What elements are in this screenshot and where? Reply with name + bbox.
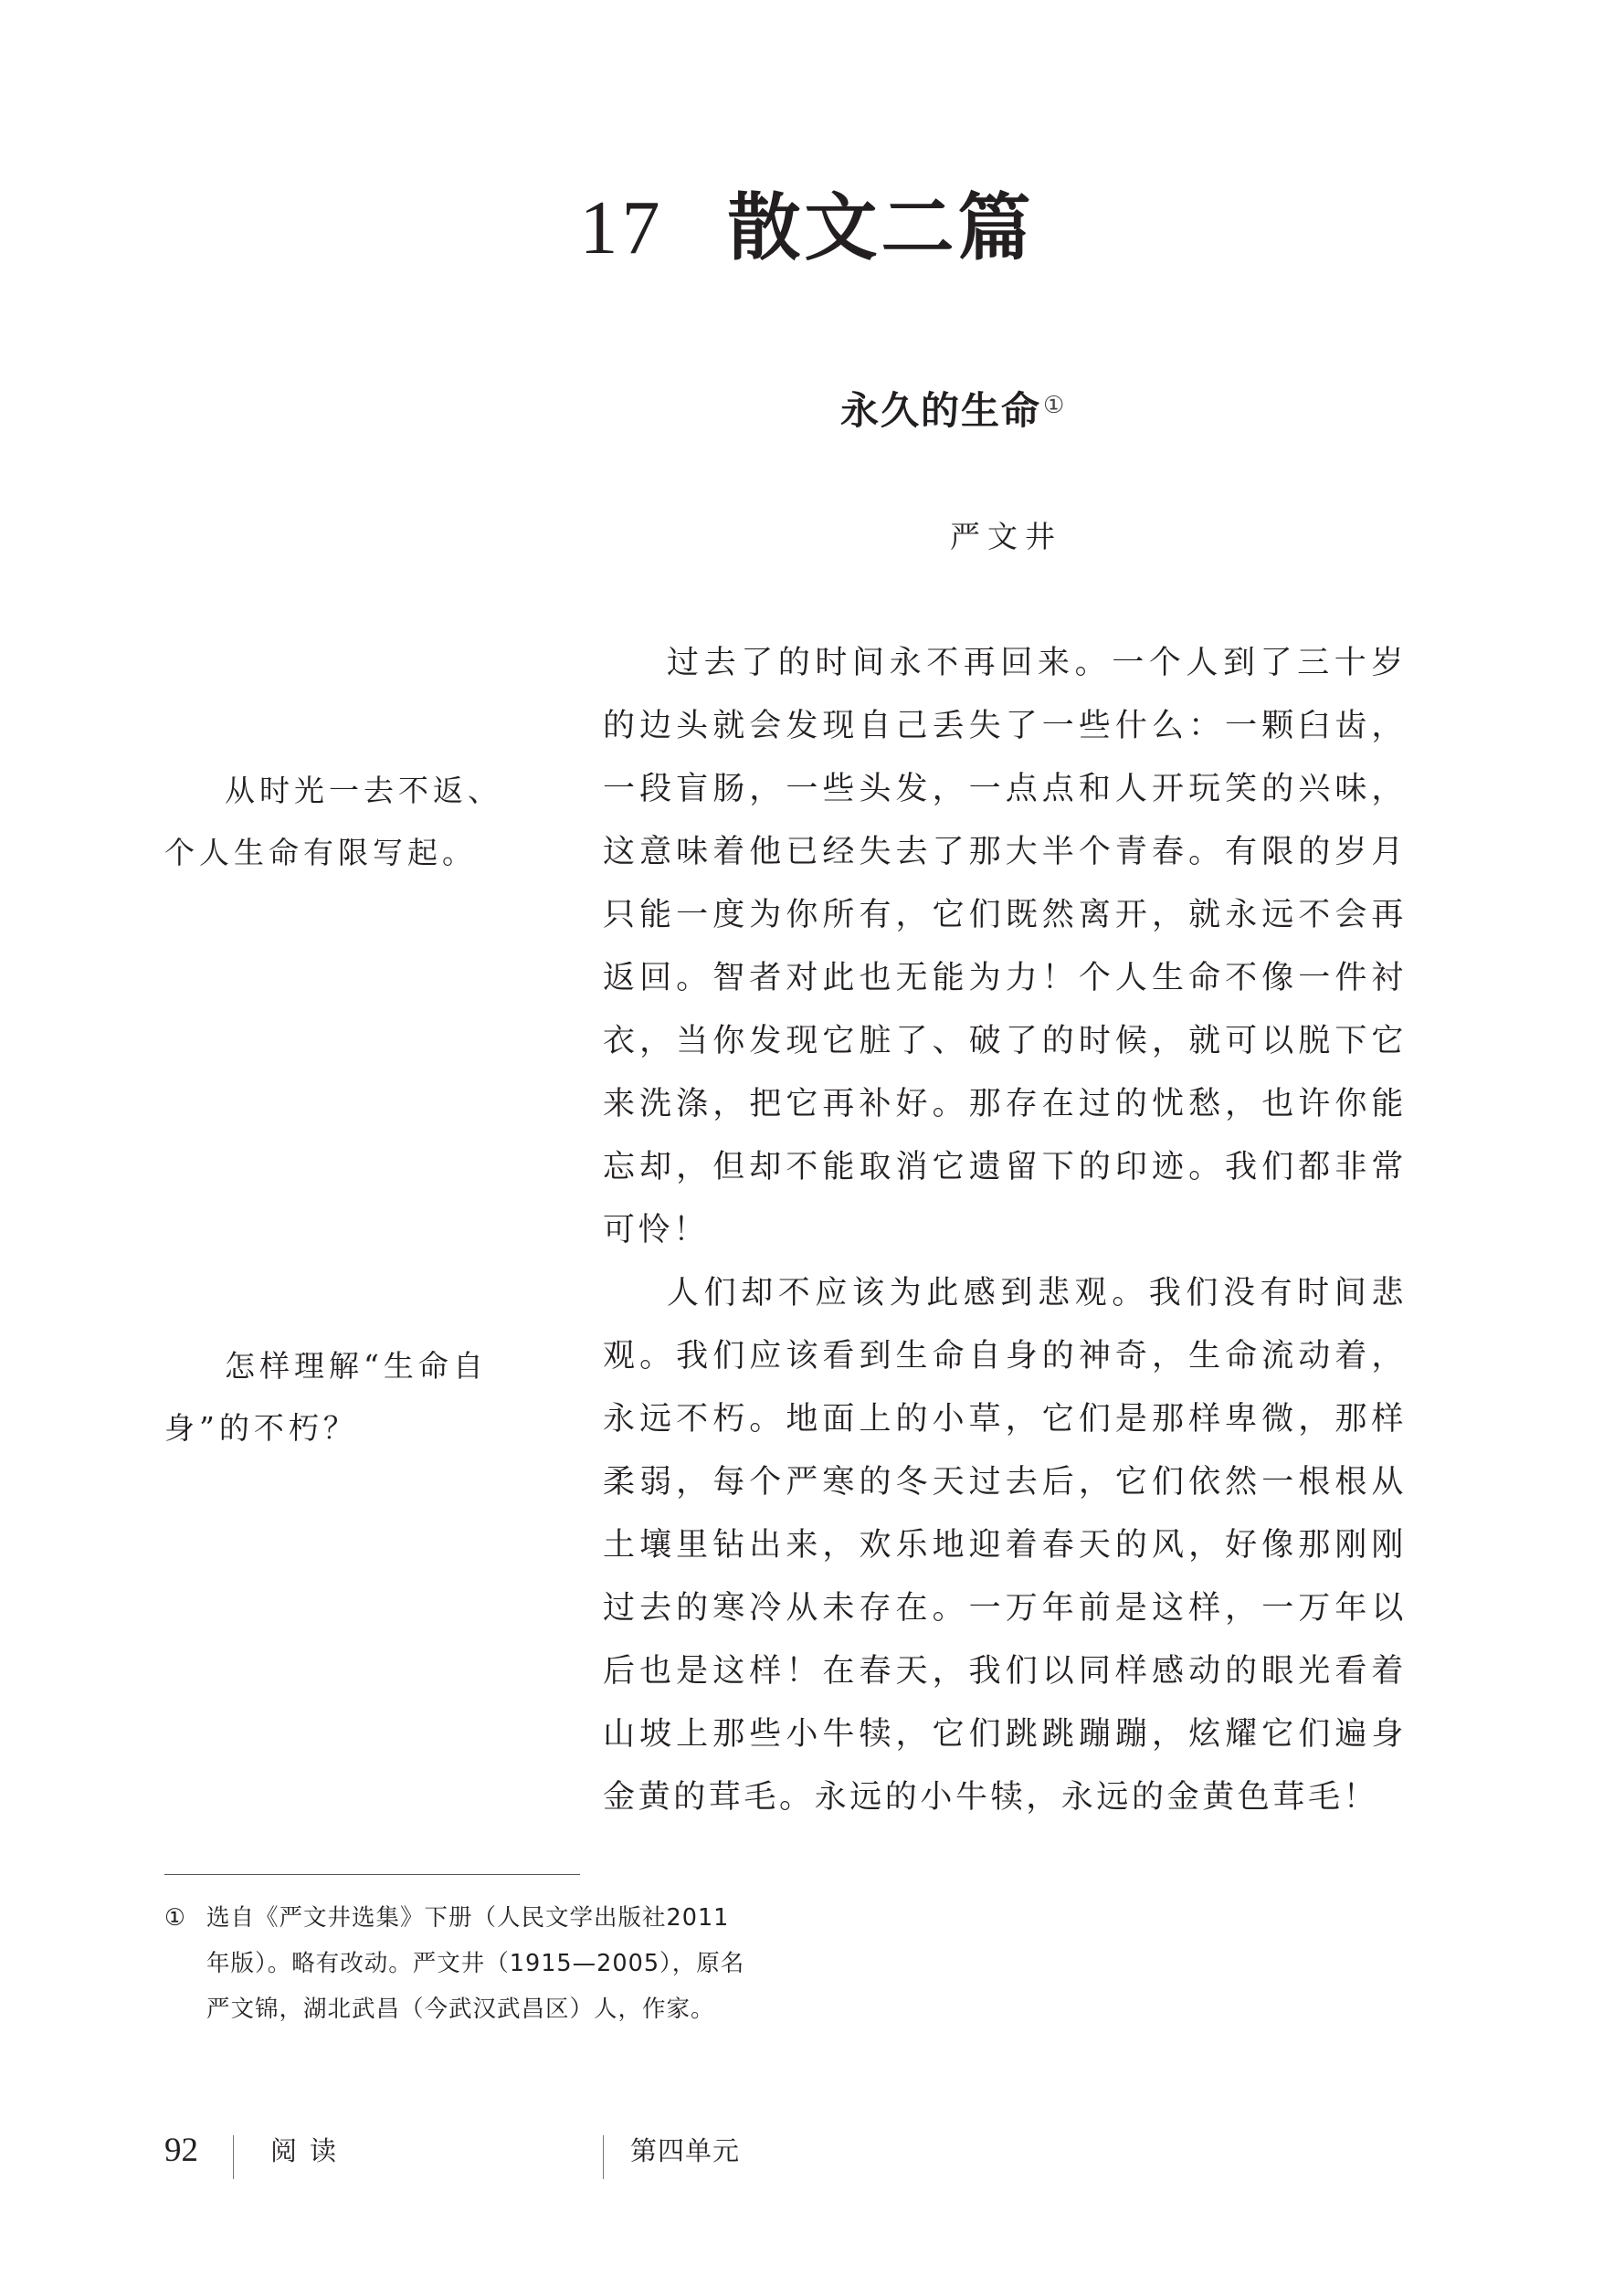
body-paragraph-1: 过去了的时间永不再回来。一个人到了三十岁的边头就会发现自己丢失了一些什么：一颗臼齿，一段盲肠，一些头发，一点点和人开玩笑的兴味，这意味着他已经失去了那大半个青春。有限的岁月只能一度为你所有，它们既然离开，就永远不会再返回。智者对此也无能为力！个人生命不像一件衬衣，当你发现它脏了、破了的时候，就可以脱下它来洗涤，把它再补好。那存在过的忧愁，也许你能忘却，但却不能取消它遗留下的印迹。我们都非常可怜！ [603, 645, 1407, 1248]
footer-divider [603, 2135, 604, 2179]
footnote-line-1 [164, 1895, 767, 1941]
essay-body [603, 632, 1407, 1829]
body-paragraph-2: 人们却不应该为此感到悲观。我们没有时间悲观。我们应该看到生命自身的神奇，生命流动着，永远不朽。地面上的小草，它们是那样卑微，那样柔弱，每个严寒的冬天过去后，它们依然一根根从土壤里钻出来，欢乐地迎着春天的风，好像那刚刚过去的寒冷从未存在。一万年前是这样，一万年以后也是这样！在春天，我们以同样感动的眼光看着山坡上那些小牛犊，它们跳跳蹦蹦，炫耀它们遍身金黄的茸毛。永远的小牛犊，永远的金黄色茸毛！ [603, 1275, 1407, 1816]
page-number: 92 [164, 2132, 198, 2169]
footnote-divider [164, 1874, 580, 1875]
footnote-line-1-text: 选自《严文井选集》下册（人民文学出版社2011 [206, 1904, 730, 1932]
essay-title [840, 384, 1206, 438]
chapter-number: 17 [579, 185, 664, 270]
side-note-1-text: 从时光一去不返、个人生命有限写起。 [164, 773, 502, 870]
page-footer [0, 2128, 1614, 2183]
footnote-mark: ① [164, 1904, 186, 1932]
author-name: 严文井 [950, 519, 1062, 554]
side-note-2-text: 怎样理解“生命自身”的不朽？ [164, 1348, 488, 1446]
chapter-title [0, 178, 1614, 279]
chapter-title-text: 散文二篇 [727, 185, 1035, 270]
side-note-1 [164, 760, 530, 884]
footer-section-label: 阅读 [270, 2135, 350, 2166]
footer-unit-label: 第四单元 [630, 2135, 741, 2166]
footnote-line-2: 年版）。略有改动。严文井（1915—2005），原名 [206, 1950, 745, 1977]
footer-divider [233, 2135, 234, 2179]
footnote-line-3: 严文锦，湖北武昌（今武汉武昌区）人，作家。 [206, 1996, 715, 2023]
footnote [164, 1895, 767, 2032]
footnote-reference[interactable]: ① [1043, 392, 1067, 419]
side-note-2 [164, 1335, 530, 1459]
essay-title-text: 永久的生命 [840, 388, 1042, 433]
